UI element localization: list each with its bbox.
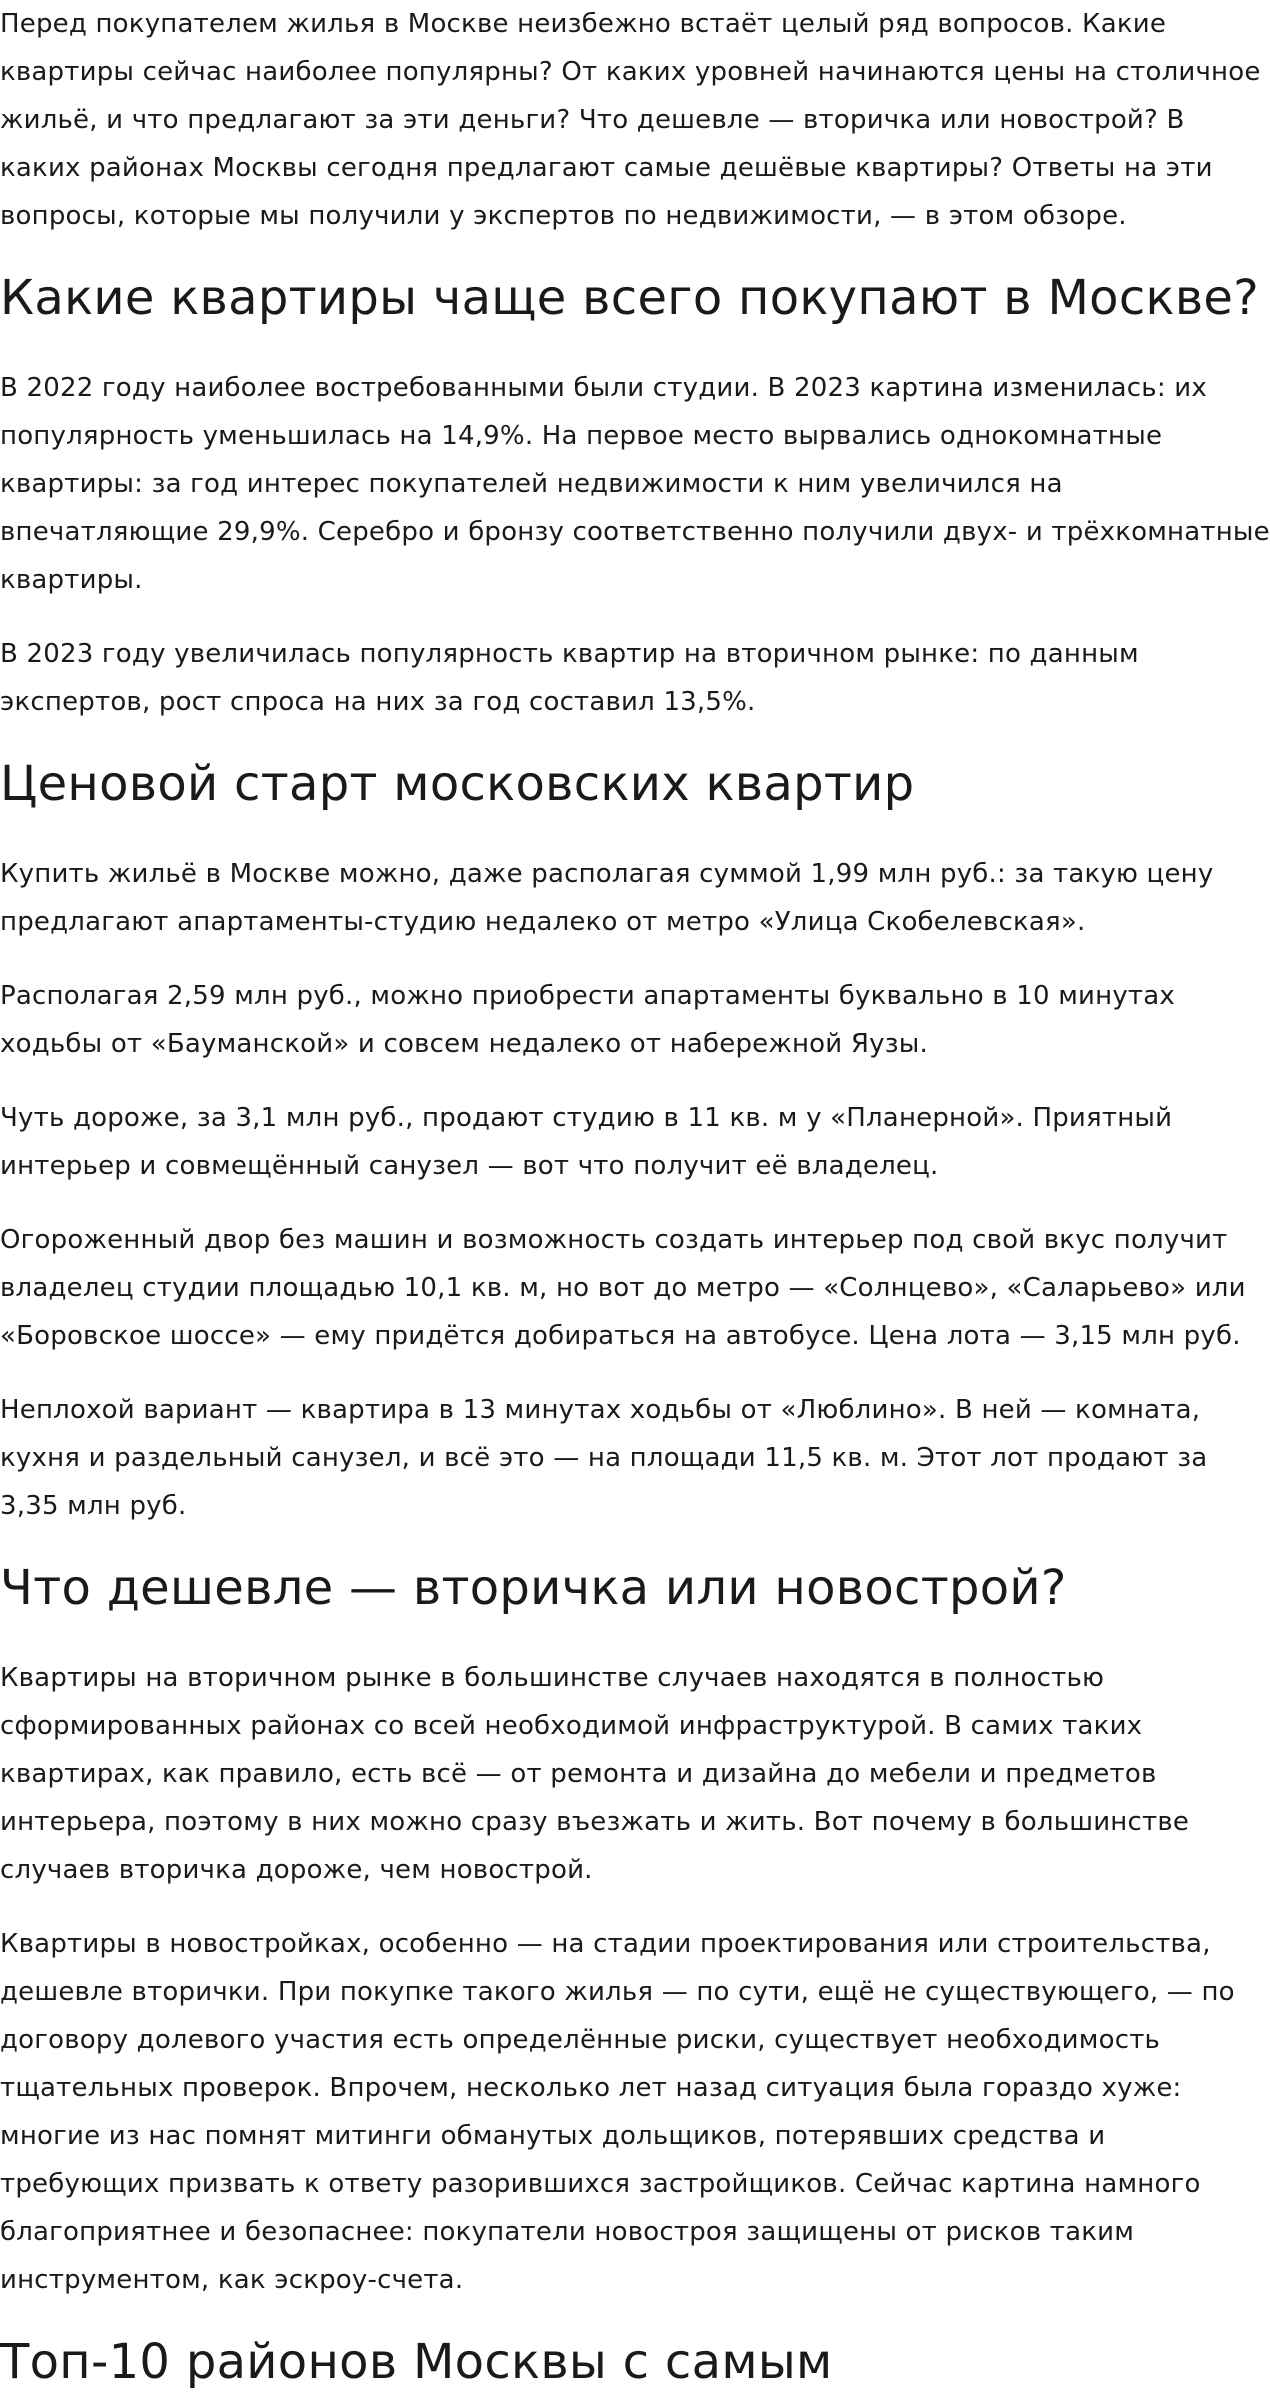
paragraph: В 2022 году наиболее востребованными были студии. В 2023 картина изменилась: их популярность уменьшилась на 14,9%. На первое место вырвались однокомнатные квартиры: за год интерес покупателей недвижимости к ним увеличился на впечатляющие 29,9%. Серебро и бронзу соответственно получили двух- и трёхкомнатные квартиры. [0,373,1270,595]
paragraph: Чуть дороже, за 3,1 млн руб., продают студию в 11 кв. м у «Планерной». Приятный интерьер и совмещённый санузел — вот что получит её владелец. [0,1103,1173,1181]
paragraph: Огороженный двор без машин и возможность создать интерьер под свой вкус получит владелец студии площадью 10,1 кв. м, но вот до метро — «Солнцево», «Саларьево» или «Боровское шоссе» — ему придётся добираться на автобусе. Цена лота — 3,15 млн руб. [0,1225,1246,1351]
paragraph: Квартиры в новостройках, особенно — на стадии проектирования или строительства, дешевле вторички. При покупке такого жилья — по сути, ещё не существующего, — по договору долевого участия есть определённые риски, существует необходимость тщательных проверок. Впрочем, несколько лет назад ситуация была гораздо хуже: многие из нас помнят митинги обманутых дольщиков, потерявших средства и требующих призвать к ответу разорившихся застройщиков. Сейчас картина намного благоприятнее и безопаснее: покупатели новостроя защищены от рисков таким инструментом, как эскроу-счета. [0,1929,1235,2295]
section-heading-price-start: Ценовой старт московских квартир [0,756,915,812]
intro-paragraph: Перед покупателем жилья в Москве неизбежно встаёт целый ряд вопросов. Какие квартиры сейчас наиболее популярны? От каких уровней начинаются цены на столичное жильё, и что предлагают за эти деньги? Что дешевле — вторичка или новострой? В каких районах Москвы сегодня предлагают самые дешёвые квартиры? Ответы на эти вопросы, которые мы получили у экспертов по недвижимости, — в этом обзоре. [0,9,1261,231]
section-heading-top-districts: Топ-10 районов Москвы с самым [0,2334,833,2390]
paragraph: Купить жильё в Москве можно, даже располагая суммой 1,99 млн руб.: за такую цену предлагают апартаменты-студию недалеко от метро «Улица Скобелевская». [0,859,1214,937]
paragraph: В 2023 году увеличилась популярность квартир на вторичном рынке: по данным экспертов, рост спроса на них за год составил 13,5%. [0,639,1139,717]
paragraph: Располагая 2,59 млн руб., можно приобрести апартаменты буквально в 10 минутах ходьбы от «Бауманской» и совсем недалеко от набережной Яузы. [0,981,1175,1059]
paragraph: Неплохой вариант — квартира в 13 минутах ходьбы от «Люблино». В ней — комната, кухня и раздельный санузел, и всё это — на площади 11,5 кв. м. Этот лот продают за 3,35 млн руб. [0,1395,1208,1521]
paragraph: Квартиры на вторичном рынке в большинстве случаев находятся в полностью сформированных районах со всей необходимой инфраструктурой. В самих таких квартирах, как правило, есть всё — от ремонта и дизайна до мебели и предметов интерьера, поэтому в них можно сразу въезжать и жить. Вот почему в большинстве случаев вторичка дороже, чем новострой. [0,1663,1190,1885]
section-heading-popular: Какие квартиры чаще всего покупают в Москве? [0,270,1260,326]
section-heading-cheaper: Что дешевле — вторичка или новострой? [0,1560,1067,1616]
